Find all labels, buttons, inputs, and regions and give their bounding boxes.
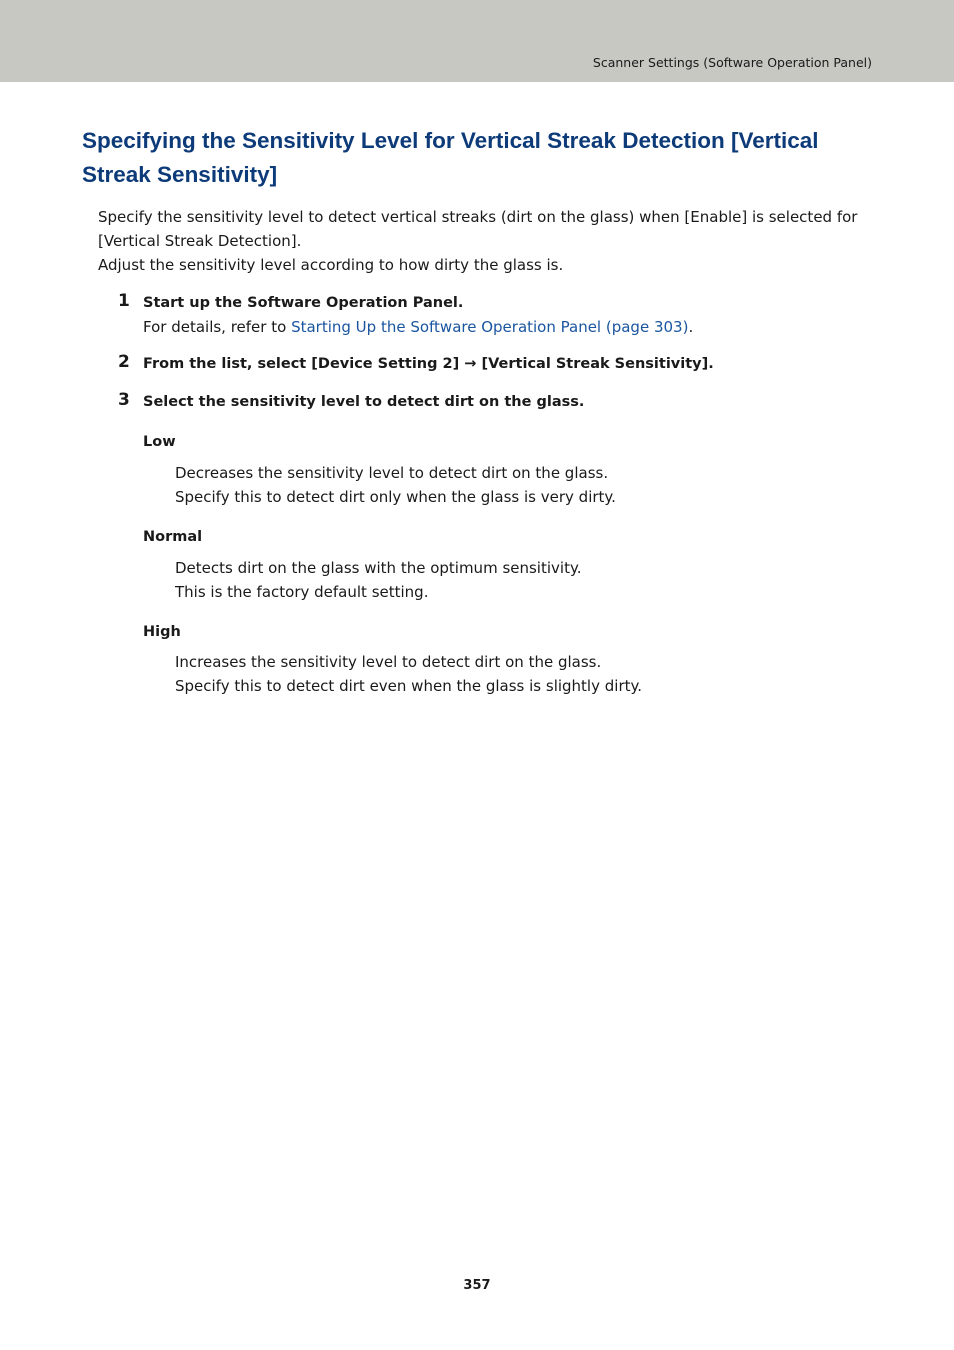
step-title: Select the sensitivity level to detect dirt on the glass. [143, 394, 585, 410]
step-detail-suffix: . [688, 318, 694, 336]
option-line: Specify this to detect dirt even when the glass is slightly dirty. [175, 677, 642, 695]
intro-line-1: Specify the sensitivity level to detect vertical streaks (dirt on the glass) when [Enable] is selected for [Vertical Streak Detection]. [98, 208, 858, 250]
option-high-label: High [143, 624, 181, 640]
option-low-label: Low [143, 434, 176, 450]
step-title: From the list, select [Device Setting 2] → [Vertical Streak Sensitivity]. [143, 356, 714, 372]
step-number: 1 [118, 291, 130, 311]
option-line: Increases the sensitivity level to detect dirt on the glass. [175, 653, 602, 671]
option-line: Decreases the sensitivity level to detect dirt on the glass. [175, 464, 609, 482]
option-normal-label: Normal [143, 529, 203, 545]
step-title: Start up the Software Operation Panel. [143, 295, 464, 311]
startup-panel-link[interactable]: Starting Up the Software Operation Panel (page 303) [291, 318, 689, 336]
page-title: Specifying the Sensitivity Level for Vertical Streak Detection [Vertical Streak Sensitivity] [82, 128, 819, 187]
option-low-description [175, 461, 616, 509]
step-detail [143, 315, 693, 339]
option-high-description [175, 650, 642, 698]
option-line: Detects dirt on the glass with the optimum sensitivity. [175, 559, 582, 577]
option-normal-description [175, 556, 581, 604]
step-detail-prefix: For details, refer to [143, 318, 292, 336]
option-line: This is the factory default setting. [175, 583, 429, 601]
intro-paragraph [98, 205, 878, 277]
header-section-title: Scanner Settings (Software Operation Panel) [592, 55, 872, 70]
step-number: 3 [118, 390, 130, 410]
intro-line-2: Adjust the sensitivity level according to how dirty the glass is. [98, 256, 564, 274]
step-number: 2 [118, 352, 130, 372]
page-header [0, 0, 954, 82]
option-line: Specify this to detect dirt only when the glass is very dirty. [175, 488, 616, 506]
page-number: 357 [463, 1278, 491, 1293]
